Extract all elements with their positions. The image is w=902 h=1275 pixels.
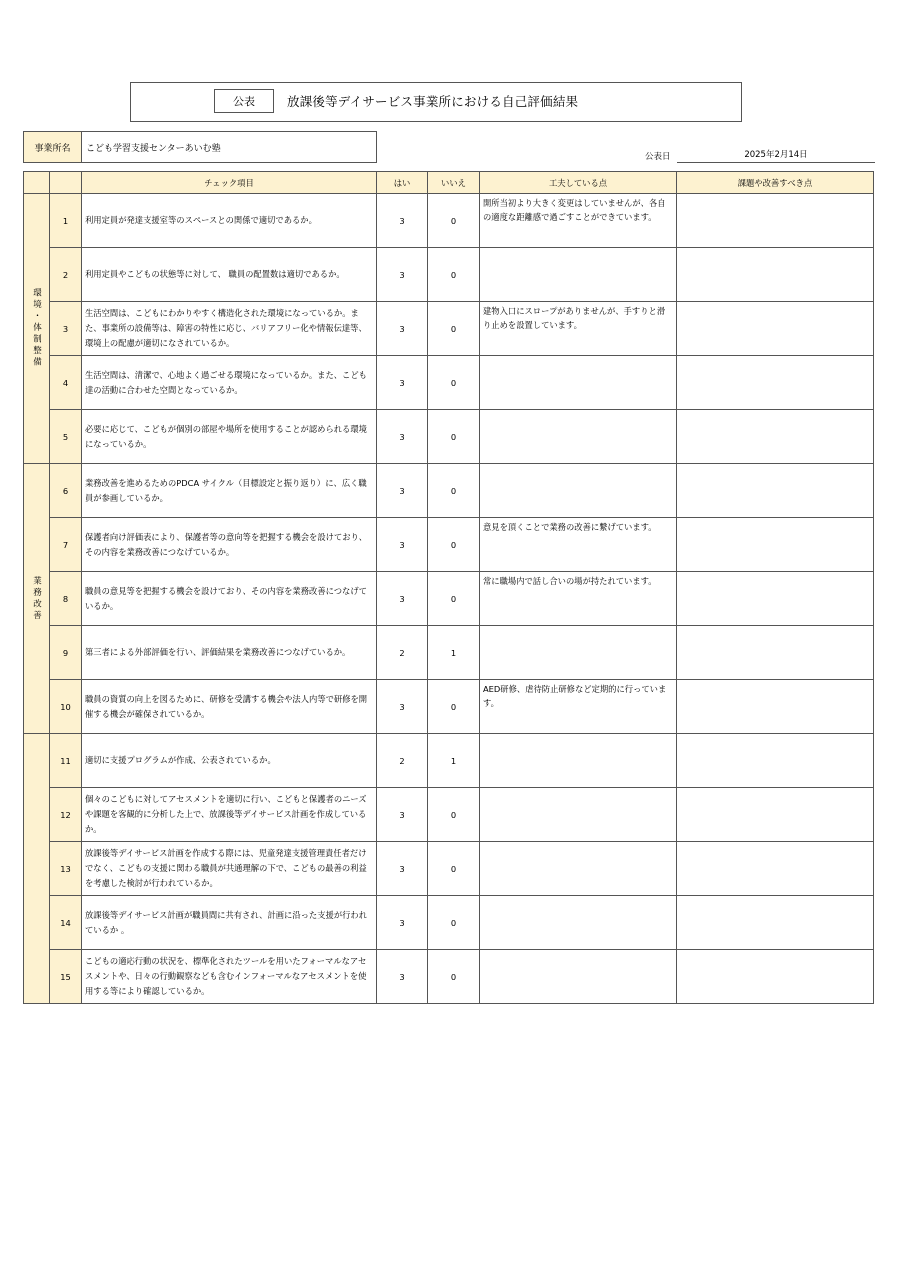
effort-note bbox=[480, 842, 677, 896]
table-row bbox=[24, 896, 874, 950]
no-count: 0 bbox=[428, 680, 480, 734]
issue-note bbox=[677, 680, 874, 734]
row-number: 6 bbox=[50, 464, 82, 518]
office-label: 事業所名 bbox=[24, 132, 82, 162]
effort-note bbox=[480, 410, 677, 464]
row-number: 1 bbox=[50, 194, 82, 248]
office-name: こども学習支援センターあいむ塾 bbox=[86, 143, 221, 154]
yes-count: 3 bbox=[377, 788, 428, 842]
no-count: 0 bbox=[428, 950, 480, 1004]
table-row bbox=[24, 950, 874, 1004]
check-item: 生活空間は、清潔で、心地よく過ごせる環境になっているか。また、こども達の活動に合わせた空間となっているか。 bbox=[82, 356, 377, 410]
no-count: 0 bbox=[428, 572, 480, 626]
effort-note bbox=[480, 356, 677, 410]
row-number: 11 bbox=[50, 734, 82, 788]
office-box bbox=[23, 131, 377, 163]
publication-date: 2025年2月14日 bbox=[677, 148, 875, 163]
check-item: 放課後等デイサービス計画を作成する際には、児童発達支援管理責任者だけでなく、こどもの支援に関わる職員が共通理解の下で、こどもの最善の利益を考慮した検討が行われているか。 bbox=[82, 842, 377, 896]
check-item: 放課後等デイサービス計画が職員間に共有され、計画に沿った支援が行われているか 。 bbox=[82, 896, 377, 950]
yes-count: 2 bbox=[377, 734, 428, 788]
table-row bbox=[24, 572, 874, 626]
no-count: 0 bbox=[428, 356, 480, 410]
no-count: 0 bbox=[428, 302, 480, 356]
no-count: 0 bbox=[428, 842, 480, 896]
row-number: 5 bbox=[50, 410, 82, 464]
yes-count: 3 bbox=[377, 950, 428, 1004]
effort-note bbox=[480, 248, 677, 302]
row-number: 9 bbox=[50, 626, 82, 680]
header-no: いいえ bbox=[428, 172, 480, 194]
no-count: 0 bbox=[428, 896, 480, 950]
table-row bbox=[24, 626, 874, 680]
effort-note: 常に職場内で話し合いの場が持たれています。 bbox=[480, 572, 677, 626]
issue-note bbox=[677, 518, 874, 572]
check-item: 利用定員やこどもの状態等に対して、 職員の配置数は適切であるか。 bbox=[82, 248, 377, 302]
row-number: 13 bbox=[50, 842, 82, 896]
no-count: 1 bbox=[428, 626, 480, 680]
evaluation-table bbox=[23, 171, 874, 1004]
row-number: 12 bbox=[50, 788, 82, 842]
yes-count: 3 bbox=[377, 518, 428, 572]
row-number: 15 bbox=[50, 950, 82, 1004]
category-label: 環境・体制整備 bbox=[24, 194, 50, 464]
table-row bbox=[24, 356, 874, 410]
row-number: 4 bbox=[50, 356, 82, 410]
table-row bbox=[24, 302, 874, 356]
publication-tag: 公表 bbox=[214, 89, 274, 113]
table-row bbox=[24, 734, 874, 788]
effort-note bbox=[480, 464, 677, 518]
issue-note bbox=[677, 842, 874, 896]
issue-note bbox=[677, 950, 874, 1004]
effort-note: 意見を頂くことで業務の改善に繋げています。 bbox=[480, 518, 677, 572]
yes-count: 3 bbox=[377, 572, 428, 626]
yes-count: 3 bbox=[377, 302, 428, 356]
table-header-row bbox=[24, 172, 874, 194]
table-row bbox=[24, 788, 874, 842]
check-item: 利用定員が発達支援室等のスペースとの関係で適切であるか。 bbox=[82, 194, 377, 248]
yes-count: 3 bbox=[377, 410, 428, 464]
header-issues: 課題や改善すべき点 bbox=[677, 172, 874, 194]
yes-count: 3 bbox=[377, 842, 428, 896]
header-category bbox=[24, 172, 50, 194]
header-item: チェック項目 bbox=[82, 172, 377, 194]
issue-note bbox=[677, 356, 874, 410]
header-number bbox=[50, 172, 82, 194]
check-item: こどもの適応行動の状況を、標準化されたツールを用いたフォーマルなアセスメントや、日々の行動観察なども含むインフォーマルなアセスメントを使用する等により確認しているか。 bbox=[82, 950, 377, 1004]
row-number: 7 bbox=[50, 518, 82, 572]
check-item: 第三者による外部評価を行い、評価結果を業務改善につなげているか。 bbox=[82, 626, 377, 680]
yes-count: 3 bbox=[377, 248, 428, 302]
no-count: 0 bbox=[428, 248, 480, 302]
effort-note bbox=[480, 950, 677, 1004]
effort-note bbox=[480, 896, 677, 950]
no-count: 1 bbox=[428, 734, 480, 788]
table-row bbox=[24, 410, 874, 464]
effort-note: 建物入口にスロープがありませんが、手すりと滑り止めを設置しています。 bbox=[480, 302, 677, 356]
check-item: 個々のこどもに対してアセスメントを適切に行い、こどもと保護者のニーズや課題を客観的に分析した上で、放課後等デイサービス計画を作成しているか。 bbox=[82, 788, 377, 842]
document-title: 放課後等デイサービス事業所における自己評価結果 bbox=[287, 94, 579, 109]
table-row bbox=[24, 518, 874, 572]
issue-note bbox=[677, 194, 874, 248]
row-number: 8 bbox=[50, 572, 82, 626]
effort-note bbox=[480, 788, 677, 842]
effort-note: 開所当初より大きく変更はしていませんが、各自の適度な距離感で過ごすことができています。 bbox=[480, 194, 677, 248]
effort-note: AED研修、虐待防止研修など定期的に行っています。 bbox=[480, 680, 677, 734]
yes-count: 3 bbox=[377, 194, 428, 248]
check-item: 職員の資質の向上を図るために、研修を受講する機会や法人内等で研修を開催する機会が確保されているか。 bbox=[82, 680, 377, 734]
check-item: 必要に応じて、こどもが個別の部屋や場所を使用することが認められる環境になっているか。 bbox=[82, 410, 377, 464]
issue-note bbox=[677, 734, 874, 788]
yes-count: 2 bbox=[377, 626, 428, 680]
yes-count: 3 bbox=[377, 464, 428, 518]
effort-note bbox=[480, 626, 677, 680]
table-row bbox=[24, 464, 874, 518]
row-number: 10 bbox=[50, 680, 82, 734]
header-efforts: 工夫している点 bbox=[480, 172, 677, 194]
row-number: 14 bbox=[50, 896, 82, 950]
yes-count: 3 bbox=[377, 356, 428, 410]
issue-note bbox=[677, 572, 874, 626]
issue-note bbox=[677, 248, 874, 302]
check-item: 適切に支援プログラムが作成、公表されているか。 bbox=[82, 734, 377, 788]
category-label bbox=[24, 734, 50, 1004]
row-number: 2 bbox=[50, 248, 82, 302]
table-row bbox=[24, 194, 874, 248]
issue-note bbox=[677, 788, 874, 842]
no-count: 0 bbox=[428, 788, 480, 842]
yes-count: 3 bbox=[377, 896, 428, 950]
yes-count: 3 bbox=[377, 680, 428, 734]
no-count: 0 bbox=[428, 518, 480, 572]
check-item: 業務改善を進めるためのPDCA サイクル（目標設定と振り返り）に、広く職員が参画しているか。 bbox=[82, 464, 377, 518]
table-row bbox=[24, 680, 874, 734]
check-item: 生活空間は、こどもにわかりやすく構造化された環境になっているか。また、事業所の設備等は、障害の特性に応じ、バリアフリー化や情報伝達等、環境上の配慮が適切になされているか。 bbox=[82, 302, 377, 356]
category-label: 業務改善 bbox=[24, 464, 50, 734]
check-item: 保護者向け評価表により、保護者等の意向等を把握する機会を設けており、その内容を業務改善につなげているか。 bbox=[82, 518, 377, 572]
issue-note bbox=[677, 626, 874, 680]
row-number: 3 bbox=[50, 302, 82, 356]
issue-note bbox=[677, 464, 874, 518]
publication-date-label: 公表日 bbox=[645, 152, 671, 162]
issue-note bbox=[677, 302, 874, 356]
effort-note bbox=[480, 734, 677, 788]
no-count: 0 bbox=[428, 464, 480, 518]
table-row bbox=[24, 842, 874, 896]
issue-note bbox=[677, 410, 874, 464]
header-yes: はい bbox=[377, 172, 428, 194]
no-count: 0 bbox=[428, 194, 480, 248]
issue-note bbox=[677, 896, 874, 950]
title-box bbox=[130, 82, 742, 122]
check-item: 職員の意見等を把握する機会を設けており、その内容を業務改善につなげているか。 bbox=[82, 572, 377, 626]
no-count: 0 bbox=[428, 410, 480, 464]
table-row bbox=[24, 248, 874, 302]
